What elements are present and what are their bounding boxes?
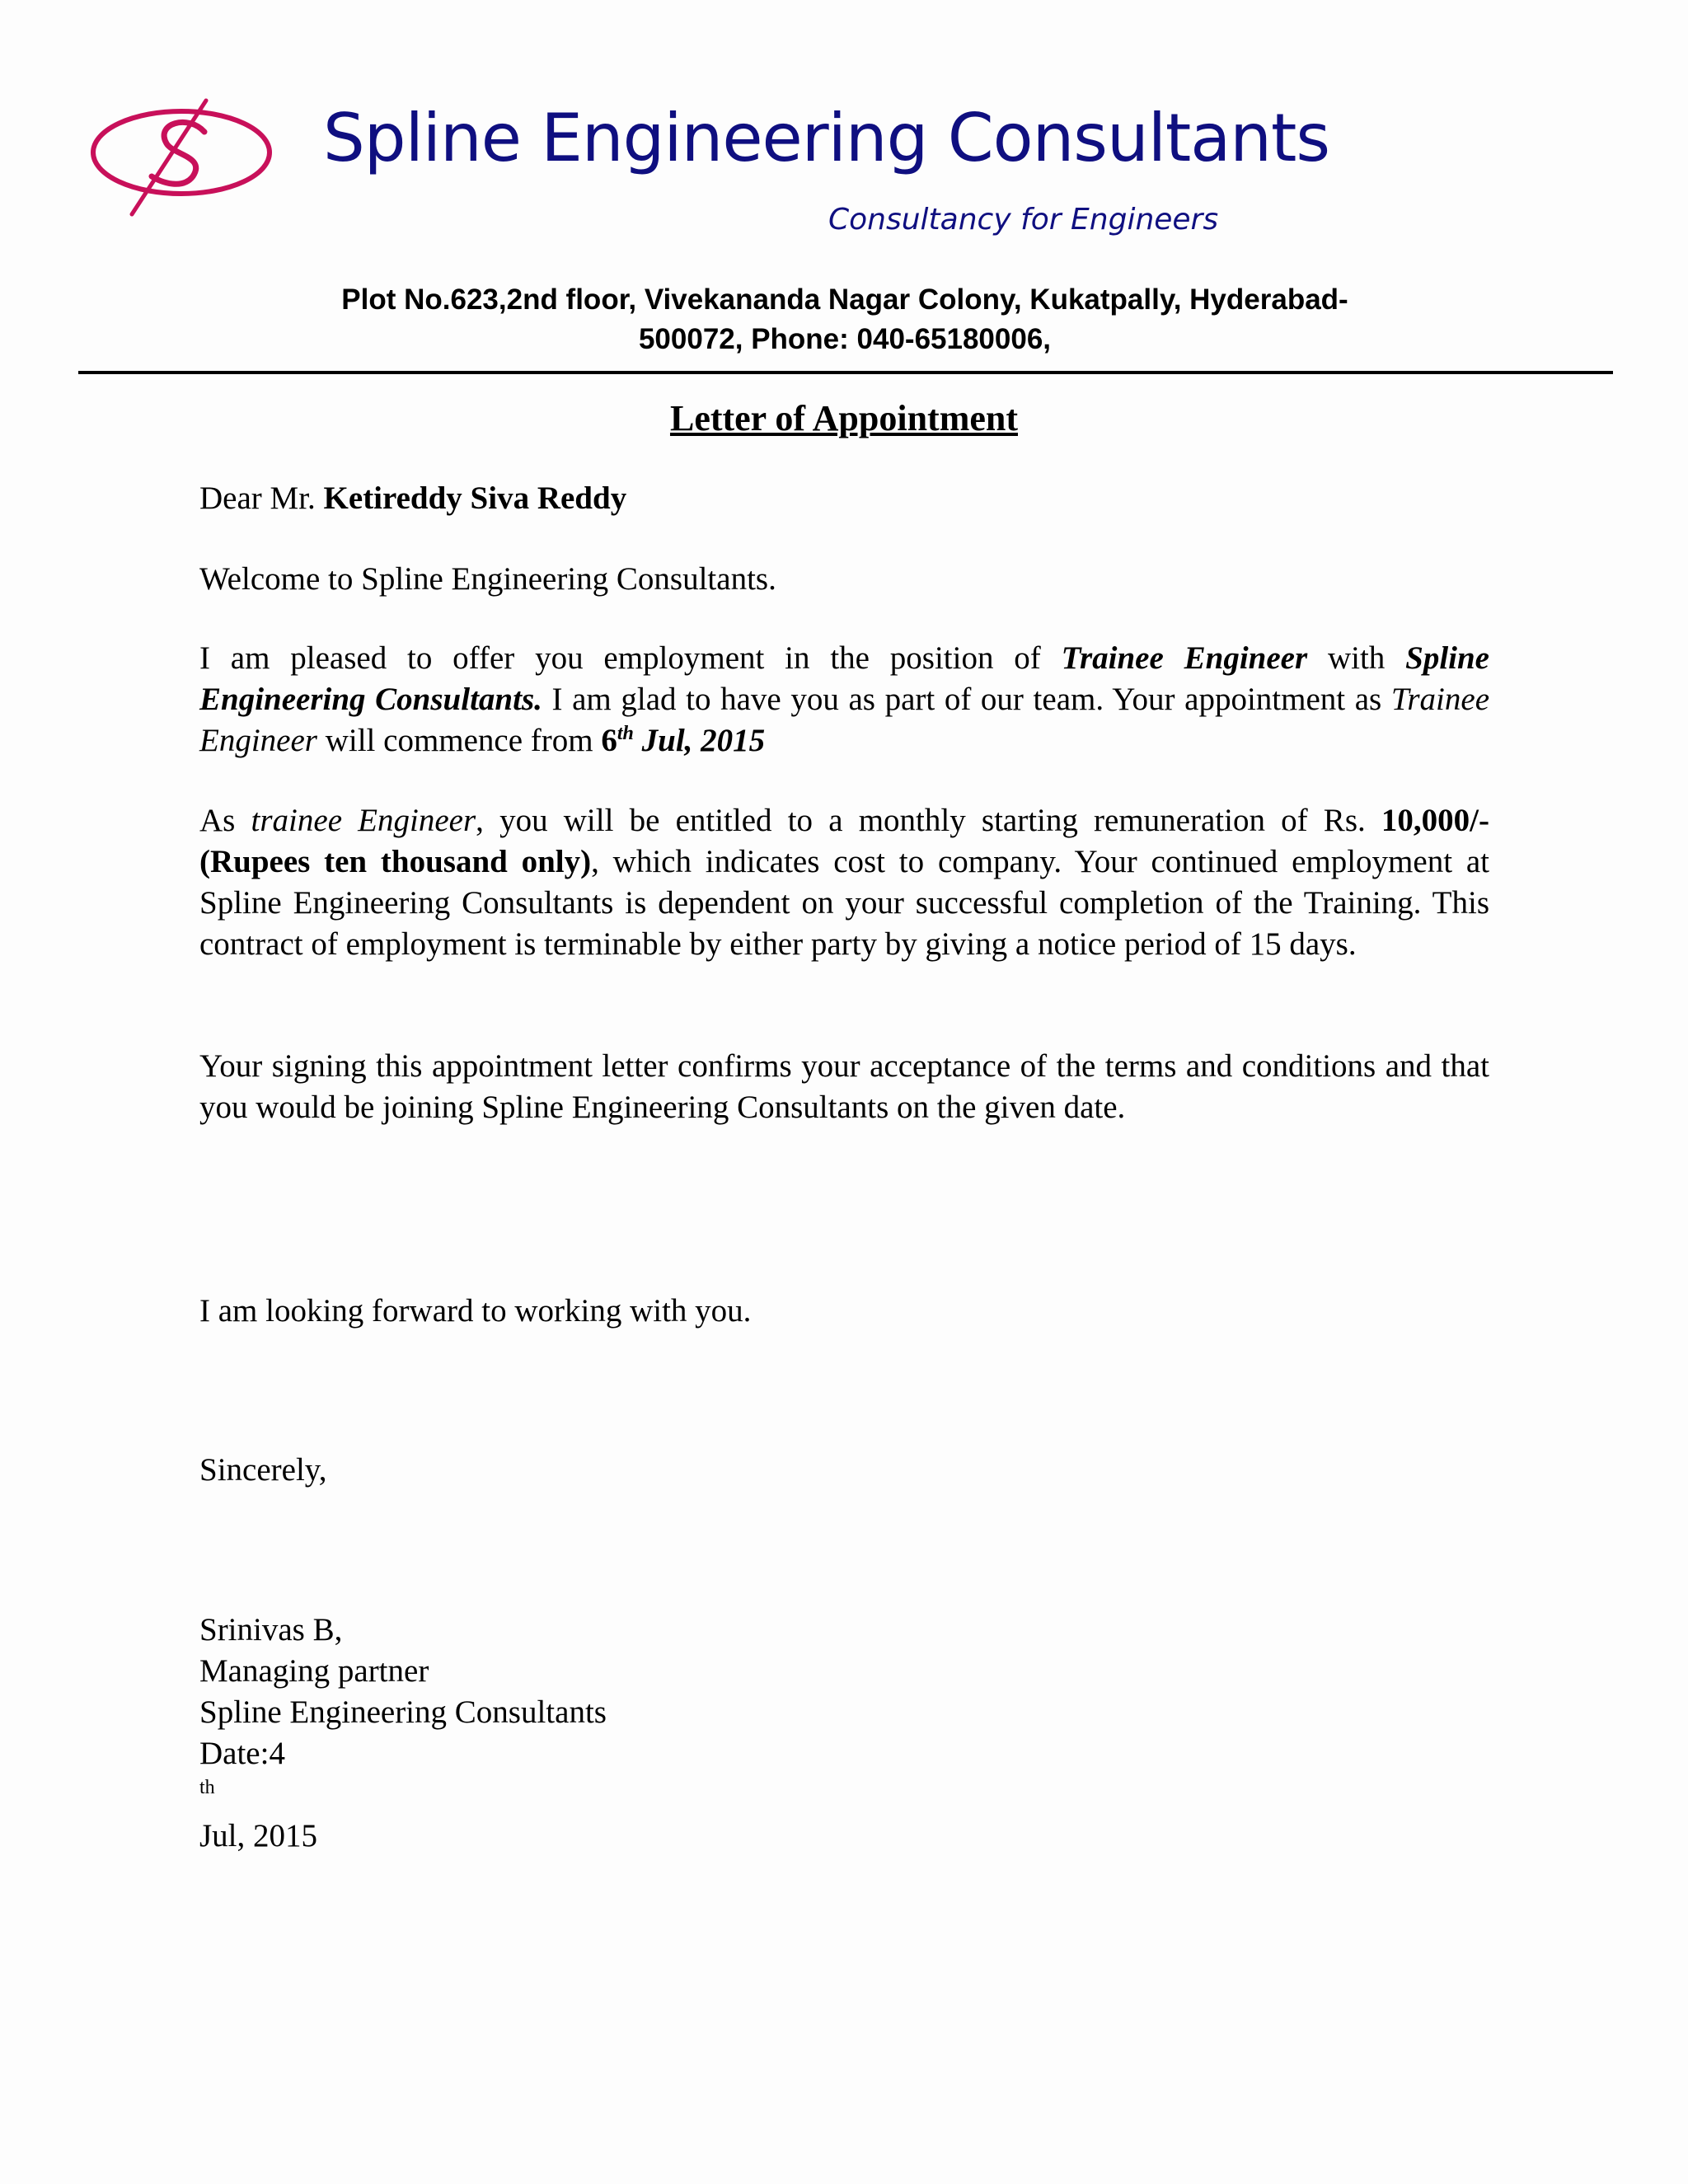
company-name: Spline Engineering Consultants: [323, 100, 1330, 176]
pay-text: As: [199, 803, 251, 838]
letter-title: Letter of Appointment: [669, 398, 1019, 438]
salutation-prefix: Dear Mr.: [199, 480, 324, 516]
offer-company: Spline Engineering Consultants.: [199, 640, 1489, 717]
offer-paragraph: [199, 638, 1489, 762]
spline-s-logo-icon: [82, 91, 280, 223]
offer-position: Trainee Engineer: [1061, 640, 1308, 676]
signatory-company: Spline Engineering Consultants: [199, 1694, 607, 1730]
offer-text: I am glad to have you as part of our team. Your appointment as: [542, 682, 1391, 717]
recipient-name: Ketireddy Siva Reddy: [323, 480, 627, 516]
sign-off: Sincerely,: [199, 1452, 327, 1488]
signature-block: [199, 1610, 1489, 1857]
pay-text: , you will be entitled to a monthly starting remuneration of Rs.: [476, 803, 1381, 838]
salary-amount: 10,000/- (Rupees ten thousand only): [199, 803, 1489, 879]
date-rest: Jul, 2015: [199, 1818, 318, 1854]
date-suffix: th: [199, 1777, 215, 1798]
address-line-1: Plot No.623,2nd floor, Vivekananda Nagar Colony, Kukatpally, Hyderabad-: [341, 284, 1348, 316]
start-day-suffix: th: [617, 723, 634, 744]
letter-date: [199, 1733, 1489, 1857]
signatory-name: Srinivas B,: [199, 1612, 343, 1647]
closing-line: I am looking forward to working with you.: [199, 1293, 752, 1329]
salutation: [199, 478, 1489, 519]
pay-position: trainee Engineer: [251, 803, 476, 838]
start-date: [601, 723, 765, 758]
start-day: 6: [601, 723, 617, 758]
offer-text: with: [1307, 640, 1406, 676]
date-prefix: Date:4: [199, 1736, 285, 1771]
header-divider: [78, 371, 1613, 374]
pay-text: , which indicates cost to company. Your continued employment at Spline Engineering Consultants is dependent on your successful completion of the Training. This contract of employment is terminable by either party by giving a notice period of 15 days.: [199, 844, 1489, 962]
start-month-year: Jul, 2015: [633, 723, 766, 758]
acceptance-paragraph: Your signing this appointment letter confirms your acceptance of the terms and conditions and that you would be joining Spline Engineering Consultants on the given date.: [199, 1048, 1489, 1125]
offer-text: I am pleased to offer you employment in the position of: [199, 640, 1062, 676]
offer-text: will commence from: [316, 723, 602, 758]
remuneration-paragraph: [199, 800, 1489, 965]
welcome-line: Welcome to Spline Engineering Consultants.: [199, 561, 776, 597]
company-tagline: Consultancy for Engineers: [828, 203, 1219, 237]
offer-position-italic: Trainee Engineer: [199, 682, 1489, 758]
address-line-2: 500072, Phone: 040-65180006,: [638, 323, 1052, 355]
company-address: [82, 280, 1607, 359]
signatory-role: Managing partner: [199, 1653, 429, 1689]
